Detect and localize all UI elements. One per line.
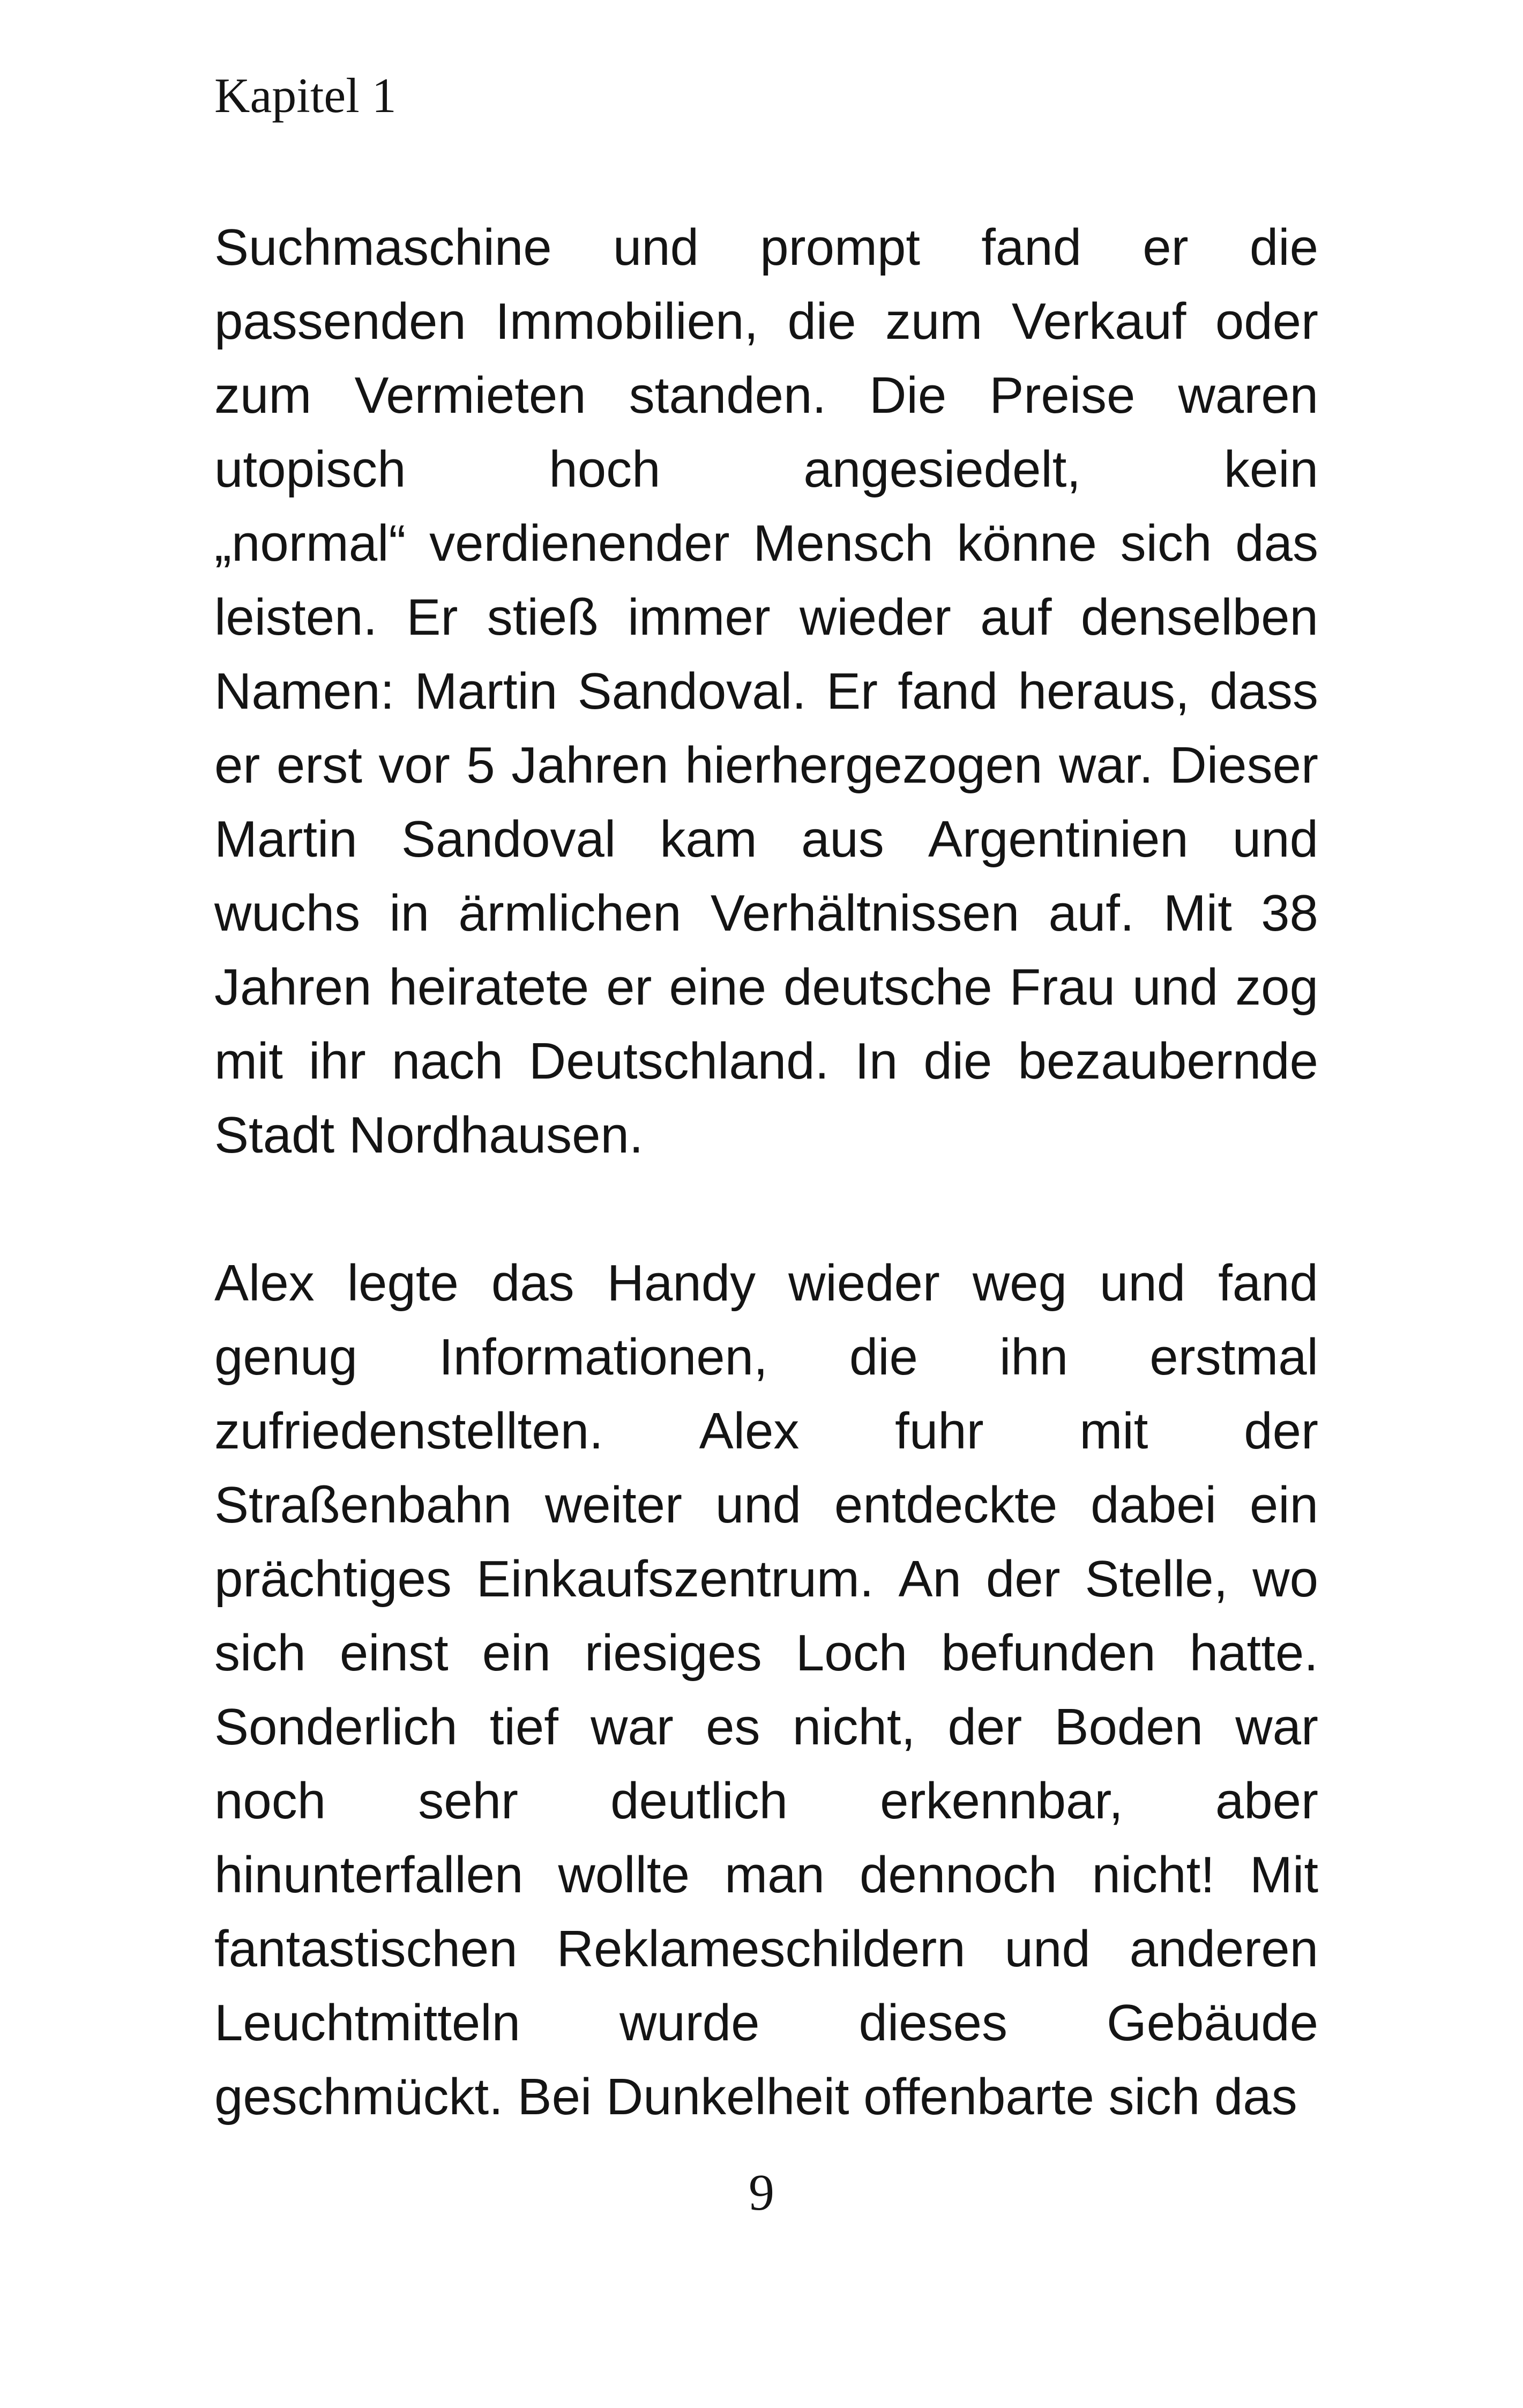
text-line: passenden Immobilien, die zum Verkauf oder (214, 293, 1318, 350)
text-line: prächtiges Einkaufszentrum. An der Stelle, wo (214, 1550, 1318, 1608)
text-line: sich einst ein riesiges Loch befunden hatte. (214, 1624, 1318, 1682)
text-line: geschmückt. Bei Dunkelheit offenbarte sich das (214, 2068, 1297, 2125)
text-line: Alex legte das Handy wieder weg und fand (214, 1254, 1318, 1312)
text-line: genug Informationen, die ihn erstmal (214, 1328, 1318, 1386)
text-line: utopisch hoch angesiedelt, kein (214, 441, 1318, 498)
text-line: Sonderlich tief war es nicht, der Boden war (214, 1698, 1318, 1756)
chapter-header: Kapitel 1 (214, 68, 397, 123)
text-line: Leuchtmitteln wurde dieses Gebäude (214, 1994, 1318, 2052)
text-line: leisten. Er stieß immer wieder auf denselben (214, 589, 1318, 646)
text-line: Straßenbahn weiter und entdeckte dabei ein (214, 1476, 1318, 1534)
paragraph (214, 1246, 1318, 2134)
text-line: Stadt Nordhausen. (214, 1106, 644, 1164)
text-line: zufriedenstellten. Alex fuhr mit der (214, 1402, 1318, 1460)
text-line: fantastischen Reklameschildern und anderen (214, 1920, 1318, 1978)
text-line: noch sehr deutlich erkennbar, aber (214, 1772, 1318, 1830)
text-line: er erst vor 5 Jahren hierhergezogen war. Dieser (214, 737, 1318, 794)
text-line: mit ihr nach Deutschland. In die bezaubernde (214, 1032, 1318, 1090)
text-line: „normal“ verdienender Mensch könne sich das (214, 515, 1318, 572)
text-line: wuchs in ärmlichen Verhältnissen auf. Mit 38 (214, 885, 1318, 942)
paragraph (214, 211, 1318, 1172)
text-line: hinunterfallen wollte man dennoch nicht! Mit (214, 1846, 1318, 1904)
text-line: Jahren heiratete er eine deutsche Frau und zog (214, 958, 1318, 1016)
text-line: Martin Sandoval kam aus Argentinien und (214, 811, 1318, 868)
text-line: Suchmaschine und prompt fand er die (214, 219, 1318, 276)
text-line: zum Vermieten standen. Die Preise waren (214, 367, 1318, 424)
text-line: Namen: Martin Sandoval. Er fand heraus, dass (214, 663, 1318, 720)
page-number: 9 (749, 2164, 774, 2221)
